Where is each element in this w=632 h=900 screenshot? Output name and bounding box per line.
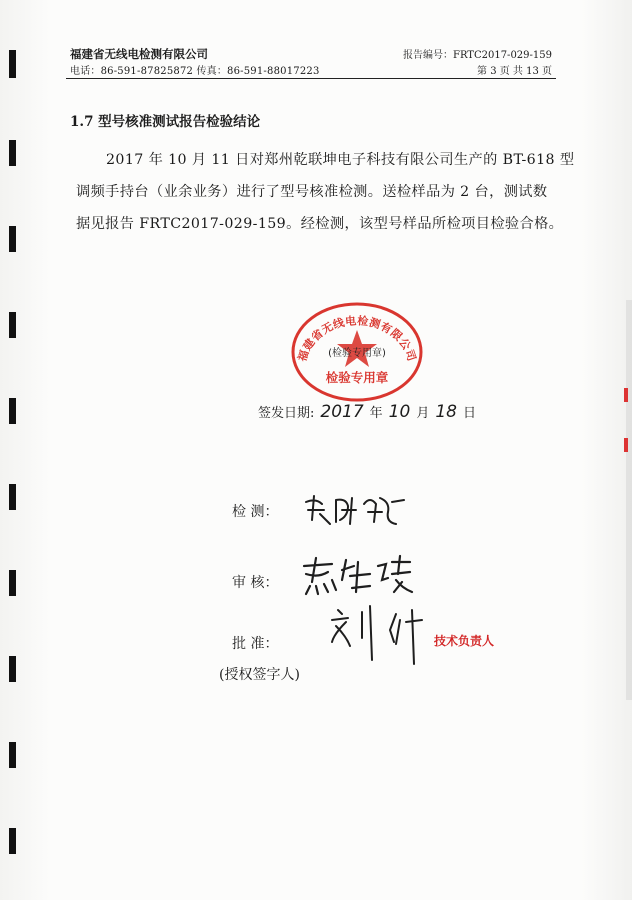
issue-date-label: 签发日期:: [258, 406, 315, 421]
report-number: 报告编号：FRTC2017-029-159: [403, 50, 552, 61]
company-name: 福建省无线电检测有限公司: [70, 47, 208, 61]
issue-month: 10: [388, 402, 411, 422]
binder-punch-mark: [9, 50, 16, 78]
issue-day: 18: [435, 402, 457, 422]
conclusion-line: 调频手持台（业余业务）进行了型号核准检测。送检样品为 2 台，测试数: [76, 184, 548, 200]
page-number: 第 3 页 共 13 页: [477, 66, 552, 77]
edge-red-mark: [624, 438, 628, 452]
binder-punch-mark: [9, 312, 16, 338]
binder-punch-mark: [9, 828, 16, 854]
tested-by-label: 检 测：: [232, 504, 279, 520]
approved-by-label: 批 准：: [232, 636, 279, 652]
issue-month-unit: 月: [416, 406, 430, 421]
binder-punch-mark: [9, 570, 16, 596]
seal-bottom-text: 检验专用章: [325, 370, 389, 385]
section-title: 1.7 型号核准测试报告检验结论: [70, 114, 261, 130]
inspection-seal: [288, 300, 426, 404]
technical-lead-note: 技术负责人: [434, 634, 495, 648]
seal-inner-text: (检验专用章): [328, 348, 386, 359]
header-divider: [66, 78, 556, 79]
conclusion-line: 2017 年 10 月 11 日对郑州乾联坤电子科技有限公司生产的 BT-618 型: [106, 152, 575, 168]
binder-punch-mark: [9, 484, 16, 510]
issue-year-unit: 年: [369, 406, 383, 421]
page-edge-shadow: [626, 300, 632, 700]
binder-punch-mark: [9, 398, 16, 424]
binder-punch-mark: [9, 656, 16, 682]
issue-date: [258, 402, 476, 422]
authorized-signatory-note: (授权签字人): [219, 667, 300, 683]
binder-punch-mark: [9, 140, 16, 166]
issue-year: 2017: [320, 402, 364, 422]
reviewed-by-label: 审 核：: [232, 575, 279, 591]
tested-by-signature: [300, 490, 410, 534]
contact-info: 电话：86-591-87825872 传真：86-591-88017223: [70, 66, 320, 77]
issue-day-unit: 日: [462, 406, 476, 421]
edge-red-mark: [624, 388, 628, 402]
binder-punch-mark: [9, 226, 16, 252]
binder-punch-mark: [9, 742, 16, 768]
approved-by-signature: [326, 602, 436, 672]
seal-ring-text: 福建省无线电检测有限公司: [295, 314, 419, 364]
reviewed-by-signature: [298, 552, 418, 604]
conclusion-line: 据见报告 FRTC2017-029-159。经检测，该型号样品所检项目检验合格。: [76, 216, 564, 232]
